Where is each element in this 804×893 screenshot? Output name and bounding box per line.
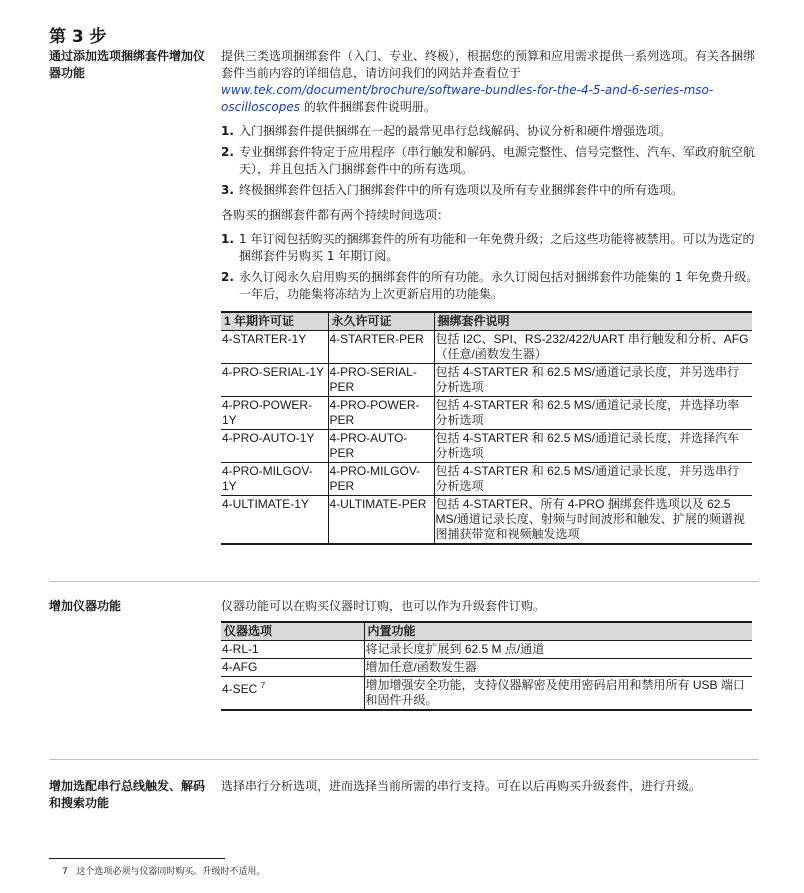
table-cell: 4-STARTER-PER: [328, 331, 434, 364]
table-cell: 4-PRO-AUTO-1Y: [221, 430, 328, 463]
table-row: [221, 397, 752, 430]
table-row: [221, 677, 752, 711]
table-cell: 包括 4-STARTER 和 62.5 MS/通道记录长度，并选择功率分析选项: [434, 397, 752, 430]
section-divider: [49, 759, 759, 760]
list-number: 2.: [221, 145, 234, 159]
table-cell: 包括 4-STARTER 和 62.5 MS/通道记录长度，并另选串行分析选项: [434, 463, 752, 496]
table-row: [221, 496, 752, 545]
list-number: 1.: [221, 124, 234, 138]
license-table: [221, 311, 752, 545]
list-item: [221, 123, 761, 140]
table-cell: 增加增强安全功能，支持仪器解密及使用密码启用和禁用所有 USB 端口和固件升级。: [364, 677, 752, 711]
table-cell: [221, 677, 364, 711]
column-header: 内置功能: [364, 622, 752, 641]
table-cell: 4-PRO-MILGOV-PER: [328, 463, 434, 496]
section-body: [221, 778, 761, 802]
table-row: [221, 463, 752, 496]
table-row: [221, 659, 752, 677]
instrument-option-table: [221, 621, 752, 711]
column-header: 仪器选项: [221, 622, 364, 641]
footnote-text: 这个选项必须与仪器同时购买。升级时不适用。: [76, 867, 266, 877]
intro-suffix: 的软件捆绑套件说明册。: [303, 100, 436, 114]
list-text: 1 年订阅包括购买的捆绑套件的所有功能和一年免费升级；之后这些功能将被禁用。可以为选定的捆绑套件另购买 1 年期订阅。: [239, 232, 755, 263]
section-divider: [49, 581, 759, 582]
table-cell: 4-STARTER-1Y: [221, 331, 328, 364]
table-cell: 将记录长度扩展到 62.5 M 点/通道: [364, 641, 752, 659]
section-body: [221, 598, 761, 711]
duration-text: 各购买的捆绑套件都有两个持续时间选项：: [221, 208, 450, 222]
table-cell: 4-PRO-POWER-PER: [328, 397, 434, 430]
column-header: 1 年期许可证: [221, 312, 328, 331]
table-cell: 4-ULTIMATE-PER: [328, 496, 434, 545]
section-heading: 增加选配串行总线触发、解码和搜索功能: [49, 779, 206, 810]
intro-paragraph: 选择串行分析选项，进而选择当前所需的串行支持。可在以后再购买升级套件，进行升级。: [221, 779, 702, 793]
table-cell: 包括 4-STARTER 和 62.5 MS/通道记录长度，并选择汽车分析选项: [434, 430, 752, 463]
section-heading: 增加仪器功能: [49, 599, 122, 613]
section-body: [221, 48, 761, 545]
table-row: [221, 430, 752, 463]
table-cell: 增加任意/函数发生器: [364, 659, 752, 677]
intro-paragraph: 仪器功能可以在购买仪器时订购，也可以作为升级套件订购。: [221, 599, 546, 613]
table-cell: 4-PRO-POWER-1Y: [221, 397, 328, 430]
section-heading: 通过添加选项捆绑套件增加仪器功能: [49, 49, 206, 80]
table-cell: 4-PRO-SERIAL-PER: [328, 364, 434, 397]
table-header-row: [221, 312, 752, 331]
list-number: 1.: [221, 232, 234, 246]
list-item: [221, 231, 761, 265]
brochure-link[interactable]: www.tek.com/document/brochure/software-bundles-for-the-4-5-and-6-series-mso-oscilloscopes: [221, 83, 714, 114]
footnote: [62, 864, 265, 877]
bundle-type-list: [221, 123, 761, 199]
table-cell: 4-PRO-SERIAL-1Y: [221, 364, 328, 397]
list-text: 入门捆绑套件提供捆绑在一起的最常见串行总线解码、协议分析和硬件增强选项。: [239, 124, 672, 138]
intro-paragraph: [221, 48, 761, 116]
option-code: 4-SEC: [222, 682, 258, 696]
list-number: 3.: [221, 183, 234, 197]
list-number: 2.: [221, 270, 234, 284]
table-row: [221, 641, 752, 659]
table-row: [221, 364, 752, 397]
list-text: 终极捆绑套件包括入门捆绑套件中的所有选项以及所有专业捆绑套件中的所有选项。: [239, 183, 684, 197]
list-text: 永久订阅永久启用购买的捆绑套件的所有功能。永久订阅包括对捆绑套件功能集的 1 年免费升级。一年后，功能集将冻结为上次更新启用的功能集。: [239, 270, 759, 301]
table-cell: 包括 I2C、SPI、RS-232/422/UART 串行触发和分析、AFG（任意/函数发生器）: [434, 331, 752, 364]
table-cell: 4-PRO-MILGOV-1Y: [221, 463, 328, 496]
column-header: 捆绑套件说明: [434, 312, 752, 331]
table-cell: 4-AFG: [221, 659, 364, 677]
list-text: 专业捆绑套件特定于应用程序（串行触发和解码、电源完整性、信号完整性、汽车、军政府航空航天），并且包括入门捆绑套件中的所有选项。: [239, 145, 756, 176]
duration-list: [221, 231, 761, 303]
intro-text: 提供三类选项捆绑套件（入门、专业、终极），根据您的预算和应用需求提供一系列选项。有关各捆绑套件当前内容的详细信息，请访问我们的网站并查看位于: [221, 49, 756, 80]
footnote-marker[interactable]: 7: [260, 681, 266, 690]
column-header: 永久许可证: [328, 312, 434, 331]
list-item: [221, 269, 761, 303]
footnote-divider: [49, 858, 225, 859]
list-item: [221, 182, 761, 199]
table-cell: 包括 4-STARTER 和 62.5 MS/通道记录长度，并另选串行分析选项: [434, 364, 752, 397]
table-cell: 包括 4-STARTER、所有 4-PRO 捆绑套件选项以及 62.5 MS/通道记录长度、射频与时间波形和触发、扩展的频谱视图捕获带宽和视频触发选项: [434, 496, 752, 545]
step-title: 第 3 步: [49, 27, 107, 47]
list-item: [221, 144, 761, 178]
table-cell: 4-RL-1: [221, 641, 364, 659]
footnote-number: 7: [62, 867, 68, 877]
table-cell: 4-ULTIMATE-1Y: [221, 496, 328, 545]
table-header-row: [221, 622, 752, 641]
table-cell: 4-PRO-AUTO-PER: [328, 430, 434, 463]
table-row: [221, 331, 752, 364]
